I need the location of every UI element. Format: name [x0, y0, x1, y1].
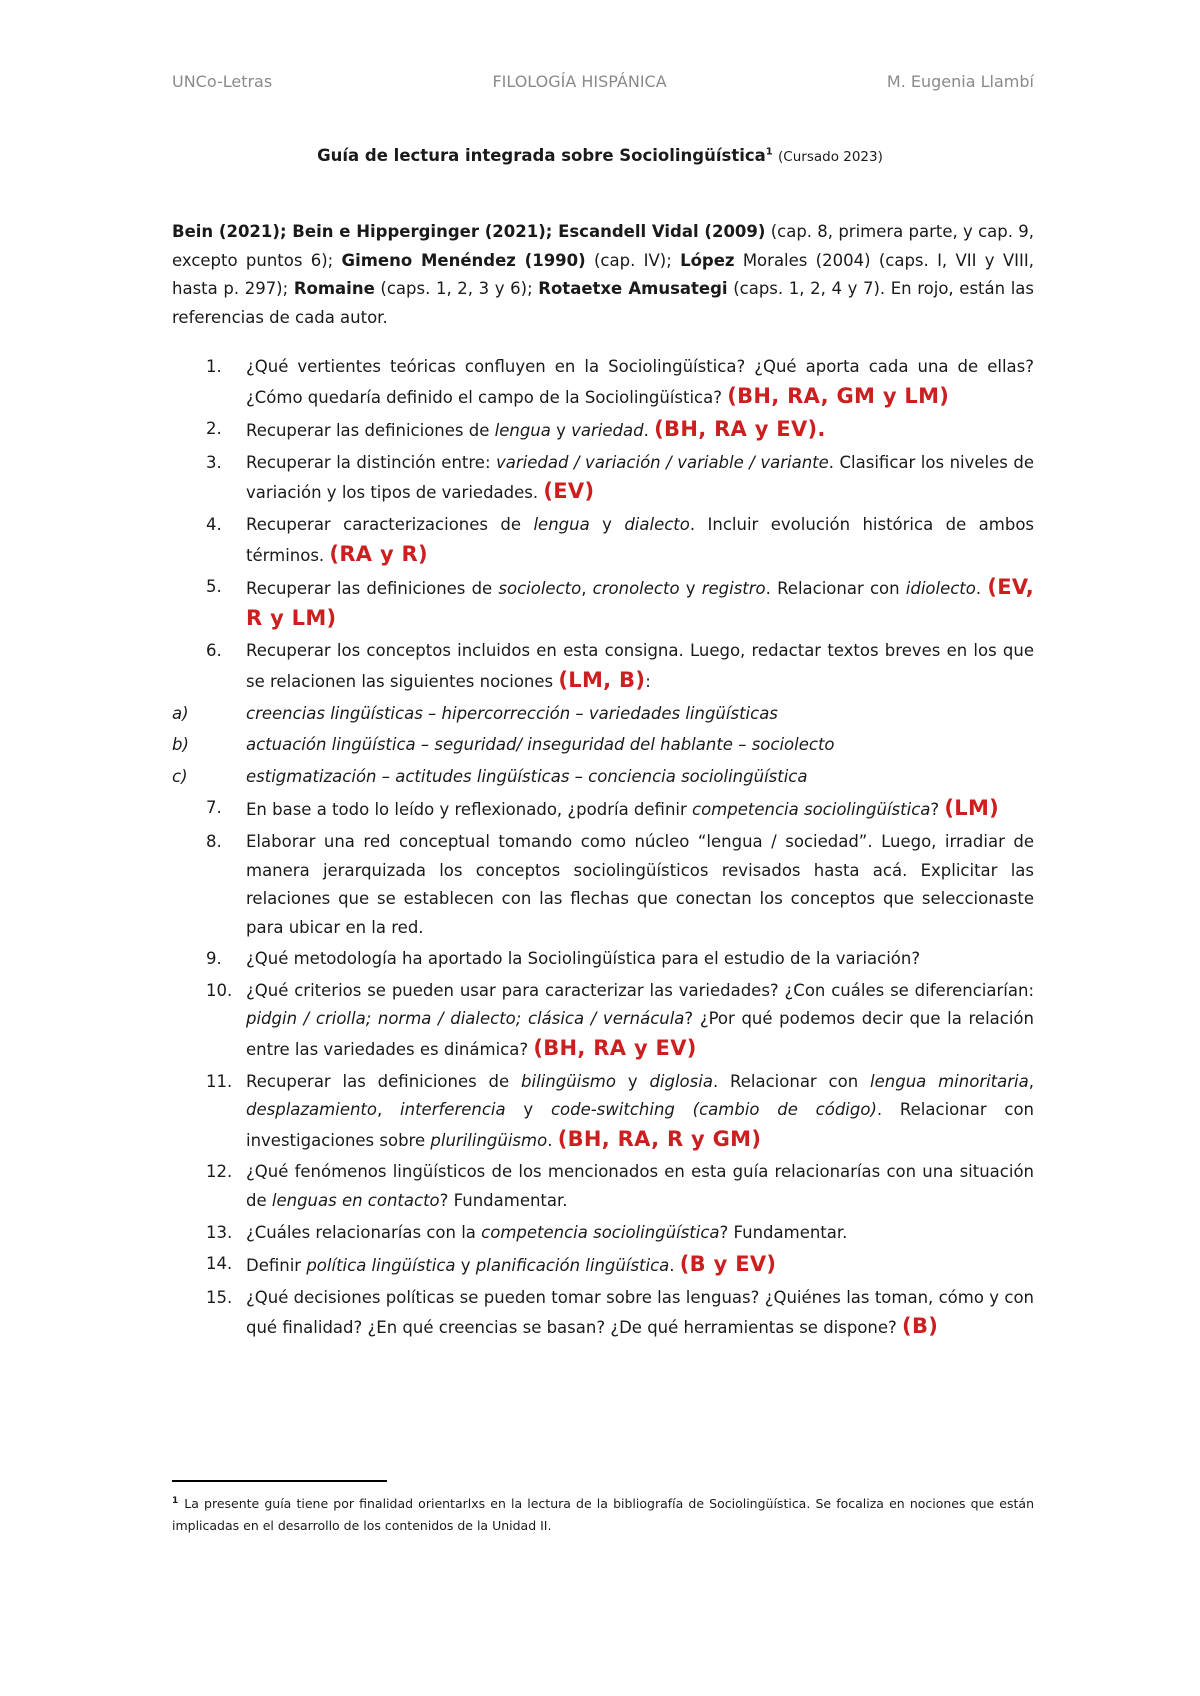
page-header	[172, 72, 1034, 96]
item-term: diglosia	[649, 1071, 713, 1091]
item-text: .	[669, 1256, 680, 1276]
footnote-marker: 1	[765, 146, 773, 158]
item-term: política lingüística	[306, 1256, 456, 1276]
list-item	[172, 794, 1034, 825]
list-item	[172, 353, 1034, 412]
item-text: y	[505, 1100, 551, 1120]
intro-text-2: (cap. IV);	[585, 250, 681, 270]
item-term: competencia sociolingüística	[692, 800, 931, 820]
item-term: variedad	[571, 421, 644, 441]
item-term: interferencia	[400, 1100, 506, 1120]
item-text: .	[547, 1130, 558, 1150]
item-text: ¿Qué vertientes teóricas confluyen en la Sociolingüística? ¿Qué aporta cada una de ellas? ¿Cómo quedaría definido el campo de la Sociolingüística?	[246, 357, 1034, 407]
footnote-text: La presente guía tiene por finalidad orientarlxs en la lectura de la bibliografía de Sociolingüística. Se focaliza en nociones que están implicadas en el desarrollo de los contenidos de la Unidad II.	[172, 1496, 1034, 1534]
item-term: competencia sociolingüística	[481, 1222, 720, 1242]
author-reference: (B)	[902, 1314, 939, 1339]
item-letter: b)	[172, 735, 189, 755]
item-text: ¿Cuáles relacionarías con la	[246, 1222, 482, 1242]
list-item	[172, 511, 1034, 570]
item-text: Recuperar las definiciones de	[246, 421, 495, 441]
item-number: 1.	[206, 357, 222, 376]
item-text: ? Fundamentar.	[439, 1191, 568, 1211]
item-text: ¿Qué decisiones políticas se pueden tomar sobre las lenguas? ¿Quiénes las toman, cómo y con qué finalidad? ¿En qué creencias se basan? ¿De qué herramientas se dispone?	[246, 1287, 1034, 1338]
author-reference: (BH, RA, GM y LM)	[727, 383, 950, 408]
bibliography-intro	[172, 218, 1034, 332]
item-text: .	[643, 421, 655, 441]
item-text: Recuperar la distinción entre:	[246, 452, 497, 472]
list-item	[172, 977, 1034, 1065]
sub-list-item	[172, 731, 1034, 760]
title-main: Guía de lectura integrada sobre Sociolingüística	[317, 146, 766, 165]
item-text: . Clasificar los niveles de variación y los tipos de variedades.	[246, 452, 1035, 503]
list-item	[172, 945, 1034, 974]
list-item	[172, 449, 1034, 508]
item-number: 2.	[206, 419, 222, 439]
item-text: En base a todo lo leído y reflexionado, ¿podría definir	[246, 800, 693, 820]
header-author: M. Eugenia Llambí	[886, 72, 1034, 91]
item-text: . Relacionar con	[712, 1071, 871, 1091]
item-text: y	[615, 1071, 650, 1091]
list-item	[172, 573, 1034, 634]
item-text: . Relacionar con investigaciones sobre	[246, 1100, 1034, 1150]
item-term: cronolecto	[592, 579, 680, 599]
header-institution: UNCo-Letras	[172, 72, 273, 91]
item-text: .	[975, 579, 988, 599]
author-reference: (RA y R)	[329, 541, 428, 566]
list-item	[172, 1158, 1034, 1215]
item-text: Recuperar los conceptos incluidos en esta consigna. Luego, redactar textos breves en los que se relacionen las siguientes nociones	[246, 641, 1034, 691]
item-text: actuación lingüística – seguridad/ inseguridad del hablante – sociolecto	[246, 735, 835, 755]
item-text: . Incluir evolución histórica de ambos términos.	[246, 514, 1035, 565]
item-number: 10.	[206, 980, 233, 1000]
item-text: Recuperar las definiciones de	[246, 579, 499, 599]
author-reference: (EV, R y LM)	[246, 575, 1034, 630]
item-term: pidgin / criolla; norma / dialecto; clásica / vernácula	[246, 1009, 685, 1029]
item-letter: c)	[172, 766, 188, 786]
item-text: ? Fundamentar.	[719, 1222, 848, 1242]
item-term: plurilingüismo	[430, 1130, 548, 1150]
item-term: bilingüismo	[521, 1071, 616, 1091]
item-term: lengua	[494, 421, 551, 441]
item-term: sociolecto	[498, 579, 582, 599]
list-item	[172, 1068, 1034, 1156]
author-reference: (EV)	[543, 479, 595, 504]
intro-bold-2: Gimeno Menéndez (1990)	[341, 250, 586, 270]
item-term: desplazamiento	[246, 1100, 377, 1120]
intro-text-4: (caps. 1, 2, 3 y 6);	[374, 279, 539, 298]
item-number: 3.	[206, 452, 222, 472]
sub-list-item	[172, 700, 1034, 729]
intro-bold-3: López	[680, 250, 735, 270]
item-number: 6.	[206, 641, 222, 661]
item-text: y	[679, 579, 702, 599]
list-item	[172, 1284, 1034, 1343]
item-text: Elaborar una red conceptual tomando como núcleo “lengua / sociedad”. Luego, irradiar de manera jerarquizada los conceptos sociolingüísticos revisados hasta acá. Explicitar las relaciones que se establecen con las flechas que conectan los conceptos que seleccionaste para ubicar en la red.	[246, 831, 1034, 937]
item-text: ¿Qué fenómenos lingüísticos de los mencionados en esta guía relacionarías con una situación de	[246, 1162, 1034, 1211]
intro-text-3: Morales (2004) (caps. I, VII y VIII, hasta p. 297);	[172, 250, 1034, 298]
item-text: creencias lingüísticas – hipercorrección – variedades lingüísticas	[246, 703, 778, 723]
item-term: lenguas en contacto	[271, 1191, 440, 1211]
author-reference: (BH, RA y EV)	[533, 1036, 697, 1061]
list-item	[172, 1219, 1034, 1248]
item-term: dialecto	[624, 514, 690, 534]
item-letter: a)	[172, 703, 189, 723]
document-title	[0, 146, 1200, 165]
item-text: ? ¿Por qué podemos decir que la relación entre las variedades es dinámica?	[246, 1009, 1034, 1060]
item-term: code-switching (cambio de código)	[550, 1100, 877, 1120]
item-number: 15.	[206, 1287, 233, 1307]
list-item	[172, 828, 1034, 942]
item-number: 13.	[206, 1222, 233, 1242]
list-item	[172, 415, 1034, 446]
intro-bold-4: Romaine	[293, 279, 375, 298]
item-text: y	[589, 514, 625, 534]
item-text: ¿Qué criterios se pueden usar para caracterizar las variedades? ¿Con cuáles se diferenciarían:	[246, 980, 1034, 1000]
footnote	[172, 1490, 1034, 1537]
item-text: ?	[930, 800, 945, 820]
questions-list	[172, 353, 1034, 1346]
item-number: 4.	[206, 514, 222, 534]
item-text: ,	[1028, 1071, 1034, 1091]
item-number: 11.	[206, 1071, 233, 1091]
item-text: ,	[377, 1100, 401, 1120]
item-text: y	[455, 1256, 476, 1276]
item-number: 12.	[206, 1162, 233, 1182]
sub-list-item	[172, 763, 1034, 792]
item-number: 5.	[206, 577, 222, 597]
author-reference: (B y EV)	[679, 1252, 777, 1277]
header-subject: FILOLOGÍA HISPÁNICA	[492, 72, 667, 91]
item-number: 8.	[206, 831, 222, 851]
item-term: lengua minoritaria	[870, 1071, 1029, 1091]
item-term: variedad / variación / variable / variante	[496, 452, 829, 472]
item-number: 7.	[206, 798, 222, 818]
item-text: ,	[581, 579, 593, 599]
list-item	[172, 637, 1034, 696]
author-reference: (LM, B)	[558, 667, 646, 692]
item-text: Recuperar caracterizaciones de	[246, 514, 534, 534]
item-term: registro	[701, 579, 766, 599]
item-number: 14.	[206, 1254, 233, 1274]
item-number: 9.	[206, 949, 222, 969]
item-text: y	[550, 421, 572, 441]
footnote-number: 1	[172, 1496, 179, 1506]
author-reference: (LM)	[944, 796, 1000, 821]
item-text: ¿Qué metodología ha aportado la Sociolingüística para el estudio de la variación?	[246, 949, 921, 969]
item-term: planificación lingüística	[475, 1256, 670, 1276]
item-text: Recuperar las definiciones de	[246, 1071, 522, 1091]
item-text: . Relacionar con	[765, 579, 906, 599]
item-text: :	[645, 671, 651, 691]
intro-bold-1: Bein (2021); Bein e Hipperginger (2021); Escandell Vidal (2009)	[172, 222, 766, 241]
intro-text-1: (cap. 8, primera parte, y cap. 9, excepto puntos 6);	[172, 222, 1034, 270]
intro-text-5: (caps. 1, 2, 4 y 7). En rojo, están las referencias de cada autor.	[172, 279, 1034, 327]
intro-bold-5: Rotaetxe Amusategi	[538, 279, 728, 298]
item-text: Definir	[246, 1256, 307, 1276]
item-term: lengua	[533, 514, 590, 534]
author-reference: (BH, RA, R y GM)	[557, 1126, 762, 1151]
item-text: estigmatización – actitudes lingüísticas – conciencia sociolingüística	[246, 766, 808, 786]
author-reference: (BH, RA y EV).	[654, 417, 826, 442]
title-note: (Cursado 2023)	[778, 149, 883, 165]
item-term: idiolecto	[905, 579, 976, 599]
list-item	[172, 1250, 1034, 1281]
footnote-separator	[172, 1480, 387, 1482]
